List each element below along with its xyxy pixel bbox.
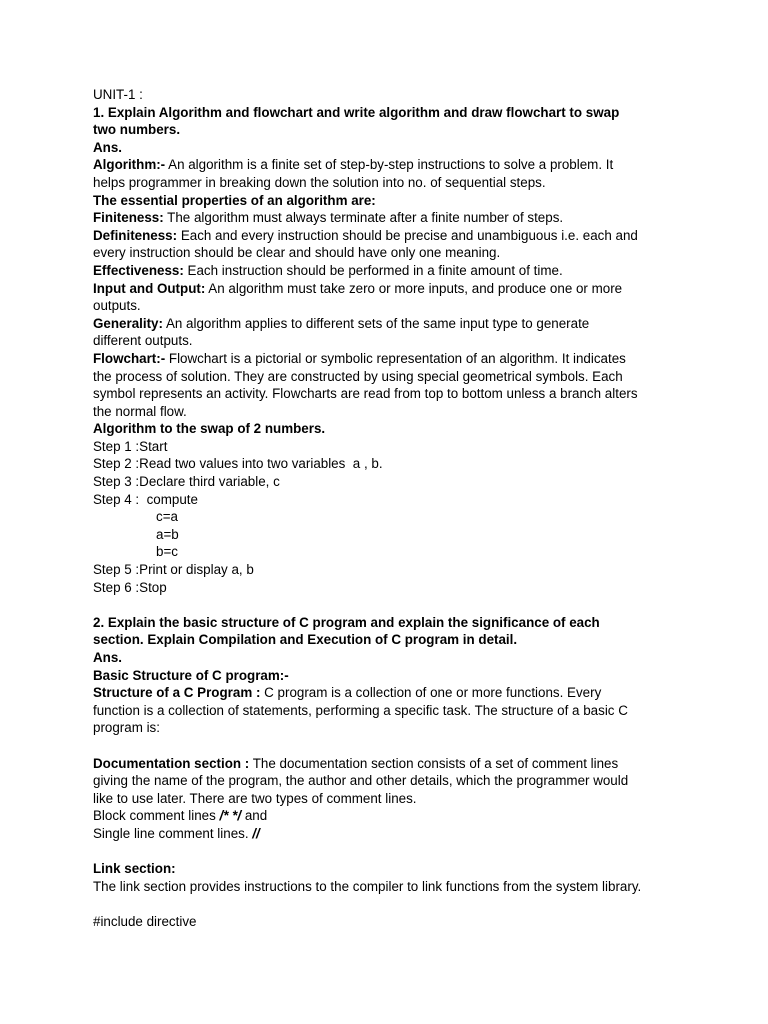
link-section-def: The link section provides instructions to the compiler to link functions from the system library. xyxy=(93,878,642,894)
paragraph-gap xyxy=(93,596,693,614)
algorithm-def-line-2: helps programmer in breaking down the solution into no. of sequential steps. xyxy=(93,174,546,190)
question-1-line-2: two numbers. xyxy=(93,122,181,138)
step-2: Step 2 :Read two values into two variables a , b. xyxy=(93,456,383,472)
single-comment-line xyxy=(93,825,693,843)
effectiveness-def: Each instruction should be performed in a finite amount of time. xyxy=(183,262,563,278)
document-body xyxy=(93,86,693,931)
structure-definition xyxy=(93,684,693,702)
definiteness-property xyxy=(93,227,693,245)
link-section-heading: Link section: xyxy=(93,861,176,877)
paragraph-gap xyxy=(93,737,693,755)
documentation-def-line-3: like to use later. There are two types of comment lines. xyxy=(93,790,417,806)
question-2-line-2: section. Explain Compilation and Execution of C program in detail. xyxy=(93,632,518,648)
definiteness-term: Definiteness: xyxy=(93,227,178,243)
generality-def-line-2: different outputs. xyxy=(93,333,193,349)
algorithm-definition xyxy=(93,156,693,174)
documentation-def-text: The documentation section consists of a set of comment lines xyxy=(249,755,619,771)
finiteness-term: Finiteness: xyxy=(93,210,164,226)
properties-heading: The essential properties of an algorithm are: xyxy=(93,192,376,208)
flowchart-definition xyxy=(93,350,693,368)
answer-label: Ans. xyxy=(93,139,123,155)
definiteness-def: Each and every instruction should be precise and unambiguous i.e. each and xyxy=(177,227,638,243)
compute-a: a=b xyxy=(156,526,179,542)
algorithm-term: Algorithm:- xyxy=(93,157,166,173)
answer-label-2: Ans. xyxy=(93,650,123,665)
finiteness-def: The algorithm must always terminate after a finite number of steps. xyxy=(163,210,564,226)
documentation-section xyxy=(93,755,693,773)
structure-def-line-3: program is: xyxy=(93,720,160,736)
question-2-line-1: 2. Explain the basic structure of C program and explain the significance of each xyxy=(93,614,600,630)
single-comment-symbol: // xyxy=(252,825,260,841)
block-comment-symbol: /* */ xyxy=(219,808,242,824)
flowchart-term: Flowchart:- xyxy=(93,350,166,366)
block-comment-suffix: and xyxy=(241,808,268,824)
finiteness-property xyxy=(93,209,693,227)
paragraph-gap xyxy=(93,843,693,861)
block-comment-text: Block comment lines xyxy=(93,808,220,824)
input-output-def: An algorithm must take zero or more inputs, and produce one or more xyxy=(205,280,623,296)
unit-label: UNIT-1 : xyxy=(93,87,143,102)
algorithm-def-text: An algorithm is a finite set of step-by-step instructions to solve a problem. It xyxy=(165,157,614,173)
step-3: Step 3 :Declare third variable, c xyxy=(93,474,280,490)
step-5: Step 5 :Print or display a, b xyxy=(93,562,254,578)
generality-term: Generality: xyxy=(93,315,163,331)
documentation-term: Documentation section : xyxy=(93,755,250,771)
input-output-property xyxy=(93,280,693,298)
effectiveness-term: Effectiveness: xyxy=(93,262,184,278)
documentation-def-line-2: giving the name of the program, the author and other details, which the programmer would xyxy=(93,773,629,789)
step-6: Step 6 :Stop xyxy=(93,579,167,595)
input-output-def-line-2: outputs. xyxy=(93,298,141,314)
structure-term: Structure of a C Program : xyxy=(93,685,261,701)
paragraph-gap xyxy=(93,895,693,913)
structure-def-line-2: function is a collection of statements, performing a specific task. The structure of a basic C xyxy=(93,702,628,718)
flowchart-def-line-3: symbol represents an activity. Flowcharts are read from top to bottom unless a branch alters xyxy=(93,386,638,402)
include-directive: #include directive xyxy=(93,913,197,929)
input-output-term: Input and Output: xyxy=(93,280,206,296)
effectiveness-property xyxy=(93,262,693,280)
flowchart-def-text: Flowchart is a pictorial or symbolic representation of an algorithm. It indicates xyxy=(165,350,626,366)
single-comment-text: Single line comment lines. xyxy=(93,825,253,841)
step-4: Step 4 : compute xyxy=(93,491,198,507)
generality-def: An algorithm applies to different sets of the same input type to generate xyxy=(162,315,590,331)
flowchart-def-line-4: the normal flow. xyxy=(93,403,187,419)
block-comment-line xyxy=(93,807,693,825)
step-1: Step 1 :Start xyxy=(93,438,168,454)
flowchart-def-line-2: the process of solution. They are constructed by using special geometrical symbols. Each xyxy=(93,368,623,384)
question-1-line-1: 1. Explain Algorithm and flowchart and write algorithm and draw flowchart to swap xyxy=(93,104,620,120)
compute-c: c=a xyxy=(156,509,178,525)
swap-algorithm-heading: Algorithm to the swap of 2 numbers. xyxy=(93,421,326,437)
compute-b: b=c xyxy=(156,544,178,560)
structure-def-text: C program is a collection of one or more functions. Every xyxy=(260,685,602,701)
generality-property xyxy=(93,315,693,333)
basic-structure-heading: Basic Structure of C program:- xyxy=(93,667,289,683)
definiteness-def-line-2: every instruction should be clear and should have only one meaning. xyxy=(93,245,501,261)
